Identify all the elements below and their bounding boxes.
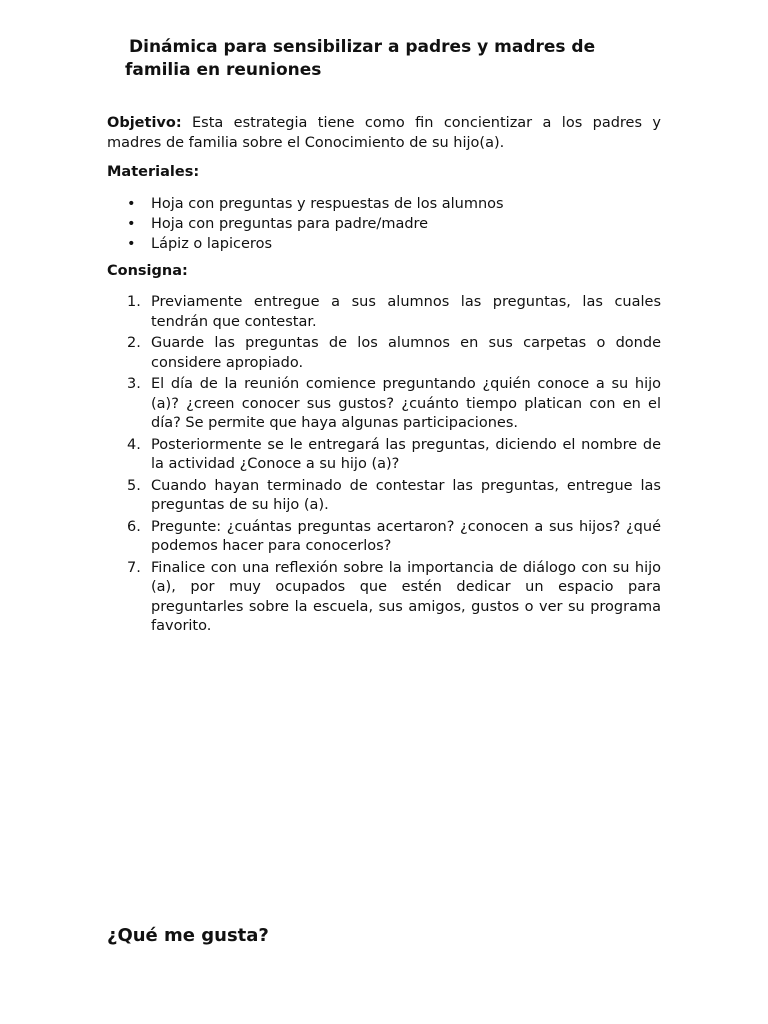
step-text: El día de la reunión comience preguntando ¿quién conoce a su hijo (a)? ¿creen conocer sus gustos? ¿cuánto tiempo platican con en el día? Se permite que haya algunas participaciones. <box>151 376 661 431</box>
document-title: Dinámica para sensibilizar a padres y madres de familia en reuniones <box>125 37 596 80</box>
materials-list <box>107 194 661 254</box>
step-number: 6. <box>127 518 141 535</box>
bullet-marker: • <box>127 215 136 232</box>
step-number: 4. <box>127 436 141 453</box>
step-text: Posteriormente se le entregará las preguntas, diciendo el nombre de la actividad ¿Conoce a su hijo (a)? <box>151 436 661 472</box>
step-number: 5. <box>127 477 141 494</box>
list-item <box>107 375 661 434</box>
list-item <box>107 518 661 557</box>
list-item <box>107 234 661 254</box>
materials-heading: Materiales: <box>107 164 200 180</box>
instructions-heading: Consigna: <box>107 262 188 279</box>
list-item-text: Hoja con preguntas para padre/madre <box>151 215 429 232</box>
step-text: Previamente entregue a sus alumnos las preguntas, las cuales tendrán que contestar. <box>151 294 661 330</box>
step-number: 7. <box>127 559 141 576</box>
document-body <box>107 36 661 639</box>
step-text: Pregunte: ¿cuántas preguntas acertaron? ¿conocen a sus hijos? ¿qué podemos hacer para conocerlos? <box>151 518 661 554</box>
list-item <box>107 436 661 475</box>
step-text: Guarde las preguntas de los alumnos en sus carpetas o donde considere apropiado. <box>151 335 661 371</box>
step-number: 3. <box>127 376 141 392</box>
step-number: 2. <box>127 335 141 351</box>
bullet-marker: • <box>127 195 136 212</box>
list-item <box>107 559 661 637</box>
list-item-text: Hoja con preguntas y respuestas de los alumnos <box>151 195 504 212</box>
objective-text: Esta estrategia tiene como fin concientizar a los padres y madres de familia sobre el Conocimiento de su hijo(a). <box>107 115 661 151</box>
list-item-text: Lápiz o lapiceros <box>151 235 273 252</box>
list-item <box>107 293 661 332</box>
step-number: 1. <box>127 294 141 310</box>
list-item <box>107 194 661 214</box>
list-item <box>107 214 661 234</box>
step-text: Finalice con una reflexión sobre la importancia de diálogo con su hijo (a), por muy ocupados que estén dedicar un espacio para preguntarles sobre la escuela, sus amigos, gustos o ver su programa favorito. <box>151 559 661 634</box>
objective-label: Objetivo: <box>107 115 182 131</box>
instructions-list <box>107 293 661 637</box>
step-text: Cuando hayan terminado de contestar las preguntas, entregue las preguntas de su hijo (a). <box>151 477 661 513</box>
section-heading: ¿Qué me gusta? <box>107 925 269 946</box>
list-item <box>107 477 661 516</box>
bullet-marker: • <box>127 235 136 252</box>
list-item <box>107 334 661 373</box>
objective-paragraph <box>107 114 661 153</box>
